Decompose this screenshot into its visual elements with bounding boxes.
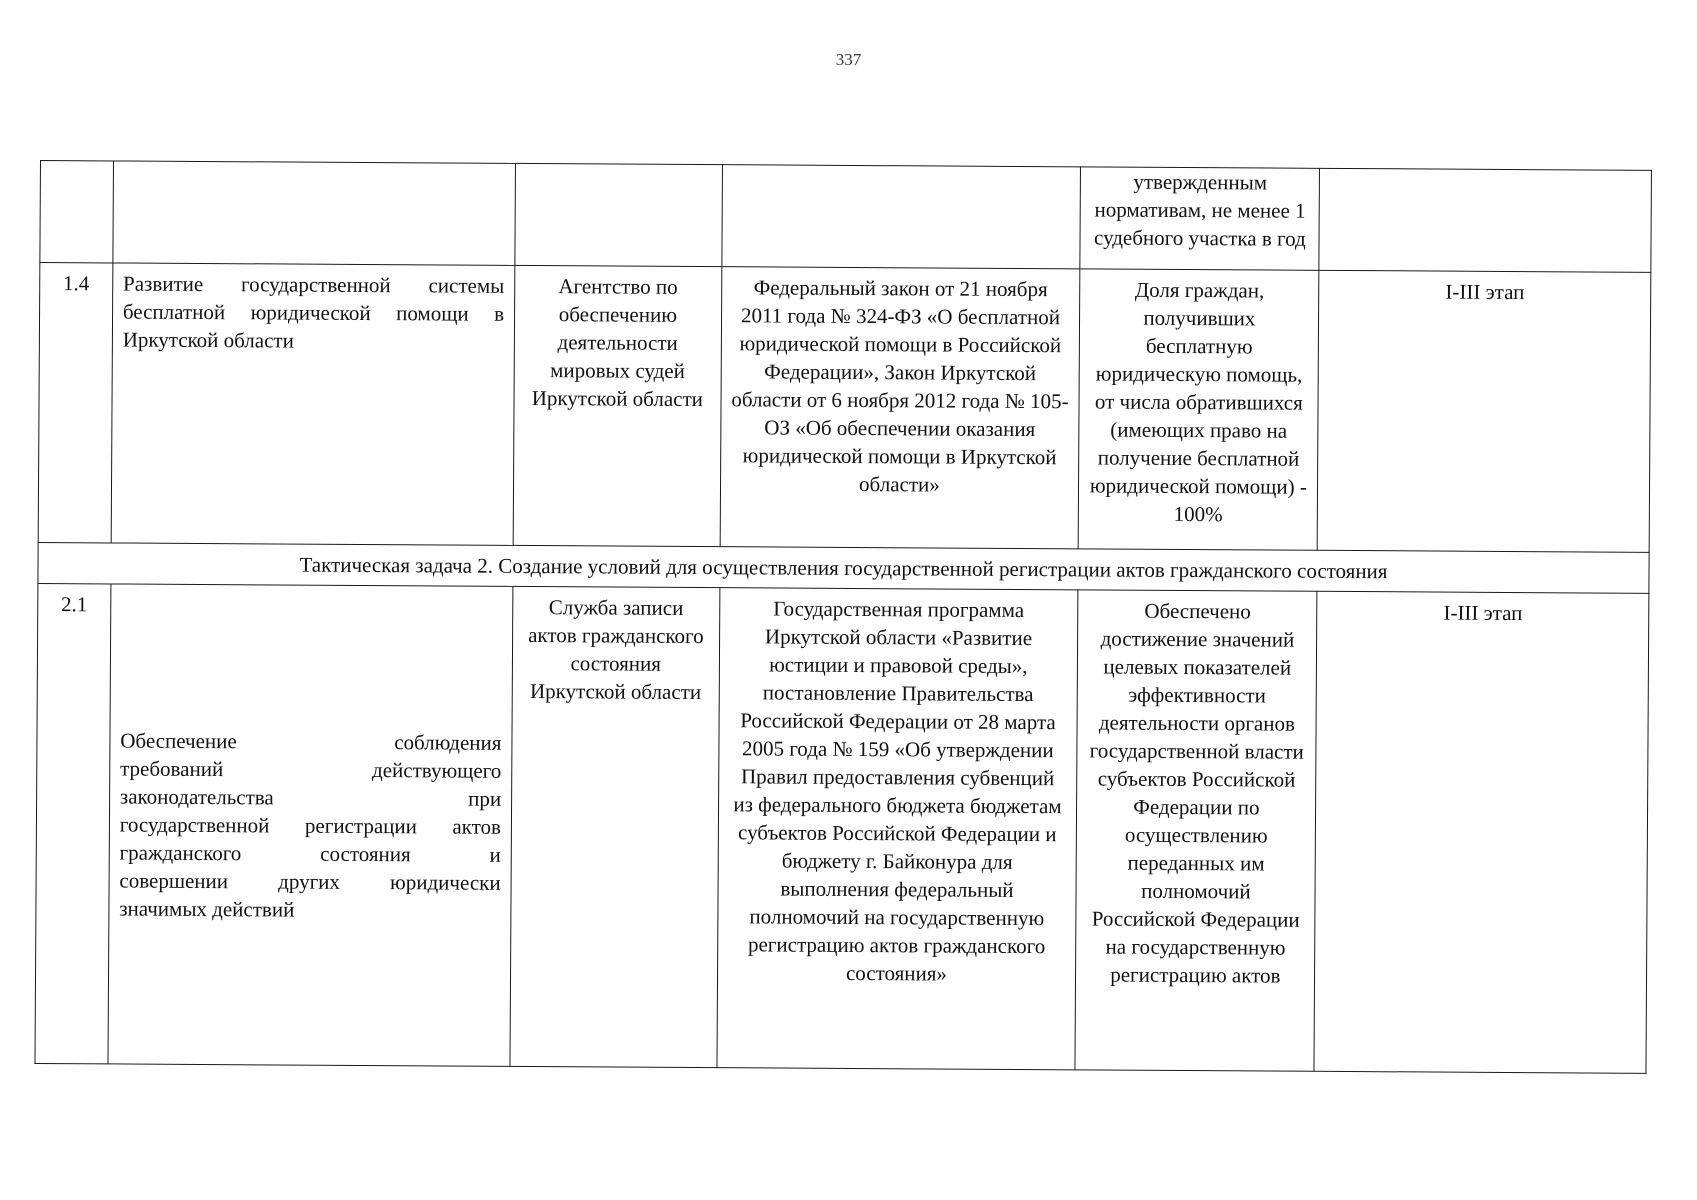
row-number: 2.1 [35,583,111,1063]
row-name-line: требований действующего [120,756,502,783]
row-executor [515,163,722,266]
row-indicator: Обеспечено достижение значений целевых показателей эффективности деятельности органов государственной власти субъектов Российской Федерации по осуществлению переданных им полномочий Российской Федерации на государственную регистрацию актов [1075,590,1317,1071]
row-number [40,161,113,263]
row-executor: Служба записи актов гражданского состояния Иркутской области [510,586,719,1067]
page-number: 337 [835,50,862,69]
row-name-line: совершении других юридически [119,867,501,895]
row-name [113,161,516,265]
row-name [108,584,513,1066]
row-period: I-III этап [1314,591,1649,1073]
row-executor: Агентство по обеспечению деятельности мировых судей Иркутской области [513,265,721,546]
table-row-2-1 [35,583,1649,1073]
table-row-1-4 [38,263,1651,553]
row-period: I-III этап [1318,270,1651,552]
row-period [1319,168,1651,272]
row-legal-basis [721,165,1080,269]
row-indicator: утвержденным нормативам, не менее 1 судебного участка в год [1080,167,1320,270]
program-table [34,160,1651,1074]
row-name-line: значимых действий [119,895,295,922]
row-name-line: законодательства при [119,784,502,811]
row-name-line: гражданского состояния и [119,839,501,867]
row-legal-basis: Государственная программа Иркутской области «Развитие юстиции и правовой среды», постановление Правительства Российской Федерации от 28 марта 2005 года № 159 «Об утверждении Правил предоставления субвенций из федерального бюджета бюджетам субъектов Российской Федерации и бюджету г. Байконура для выполнения федеральный полномочий на государственную регистрацию актов гражданского состояния» [717,588,1079,1070]
row-legal-basis: Федеральный закон от 21 ноября 2011 года № 324-ФЗ «О бесплатной юридической помощи в Российской Федерации», Закон Иркутской области от 6 ноября 2012 года № 105-ОЗ «Об обеспечении оказания юридической помощи в Иркутской области» [720,267,1080,549]
row-name-line: Обеспечение соблюдения [120,728,502,755]
row-number: 1.4 [38,263,113,543]
row-indicator: Доля граждан, получивших бесплатную юридическую помощь, от числа обратившихся (имеющих право на получение бесплатной юридической помощи) - 100% [1078,269,1319,550]
row-name-line: государственной регистрации актов [119,811,502,839]
row-name: Развитие государственной системы бесплатной юридической помощи в Иркутской области [111,263,515,545]
table-row-continuation [40,161,1652,273]
tactical-task-heading: Тактическая задача 2. Создание условий для осуществления государственной регистрации актов гражданского состояния [38,542,1649,593]
